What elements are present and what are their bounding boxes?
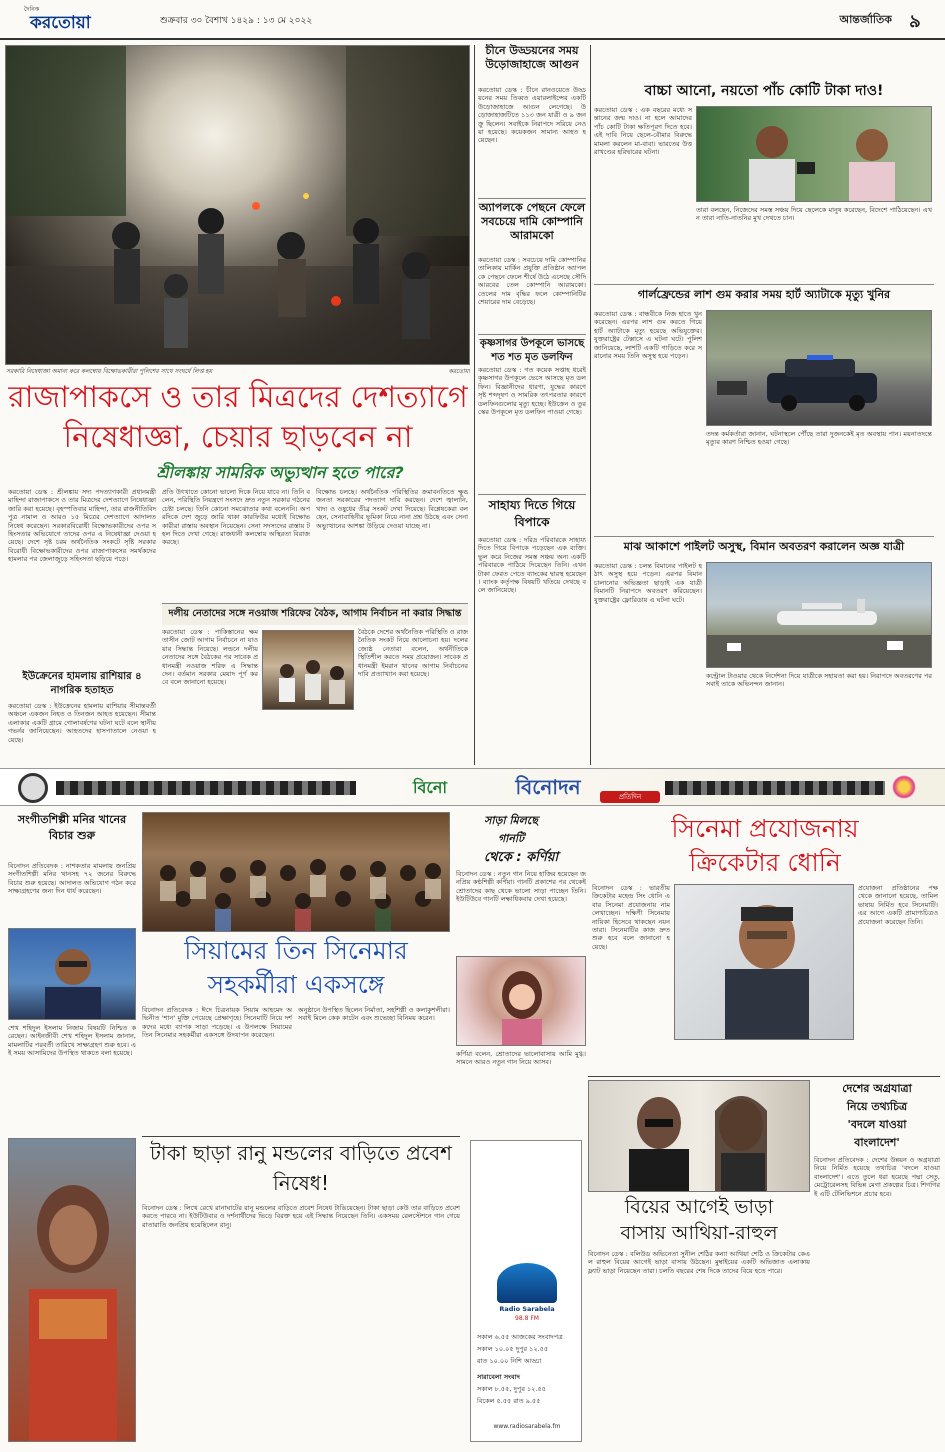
plane-illustration xyxy=(707,563,932,668)
documentary-title-line4: বাংলাদেশ' xyxy=(854,1136,900,1149)
india-couple-body2: তারা বলছেন, নিজেদের সমস্ত সঞ্চয় দিয়ে ছেলেকে মানুষ করেছেন, বিদেশে পাঠিয়েছেন। এখন তারা নাতি-নাতনির মুখ দেখতে চান। xyxy=(696,206,932,223)
dhoni-body2: প্রযোজনা প্রতিষ্ঠানের পক্ষ থেকে জানানো হয়েছে, তামিল ভাষায় নির্মিত হবে সিনেমাটি। এর আগে একটি প্রামাণ্যচিত্রও প্রযোজনা করেছেন তিনি। xyxy=(858,884,938,926)
athiya-rahul-photo xyxy=(588,1080,810,1192)
lead-body-col2: প্রতি উৎখাতে কোনো ভালো দিকে নিয়ে যাবে না। তিনি বলেন, পরিস্থিতি নিয়ন্ত্রণে সংসদে দ্রুত নতুন সরকার গঠনের চেষ্টা চলছে। তিনি কোনো সমঝোতার কথা বলেননি। অপরদিকে দেশ জুড়ে জারি থাকা কারফিউর মধ্যেই বিক্ষোভকারীরা রাস্তায় অবস্থান নিয়েছেন। সেনা সদস্যদের রাস্তায় টহল দিতে দেখা গেছে। রাজধানী কলম্বোয় অস্থিরতা বিরাজ করছে। xyxy=(162,488,310,547)
kornia-title-line2: গানটি xyxy=(497,832,525,845)
police-car-illustration xyxy=(707,311,932,426)
paper-name: করতোয়া xyxy=(30,13,91,33)
police-car-photo xyxy=(706,310,932,426)
china-plane-title: চীনে উড্ডয়নের সময় উড়োজাহাজে আগুন xyxy=(485,44,579,71)
documentary-title-line3: 'বদলে যাওয়া xyxy=(847,1118,907,1131)
section-name: আন্তর্জাতিক xyxy=(839,13,892,26)
ranu-title: টাকা ছাড়া রানু মন্ডলের বাড়িতে প্রবেশ নিষেধ! xyxy=(150,1141,452,1195)
siam-group-photo xyxy=(142,812,450,932)
lead-photo xyxy=(5,45,470,365)
siam-body2: অনুষ্ঠানে উপস্থিত ছিলেন নির্মাতা, সহশিল্পী ও কলাকুশলীরা। সবাই মিলে কেক কাটেন এবং শুভেচ্ছা বিনিময় করেন। xyxy=(298,1006,450,1023)
entertainment-banner xyxy=(0,768,945,806)
athiya-title-line1: বিয়ের আগেই ভাড়া xyxy=(624,1196,774,1218)
monir-khan-title: সংগীতশিল্পী মনির খানের বিচার শুরু xyxy=(17,813,127,842)
section-divider xyxy=(142,1136,460,1137)
kornia-body: বিনোদন ডেস্ক : নতুন গান নিয়ে হাজির হয়েছেন জনপ্রিয় কণ্ঠশিল্পী কর্ণিয়া। গানটি প্রকাশের পর থেকেই শ্রোতাদের কাছ থেকে ভালো সাড়া পাচ্ছেন তিনি। ইউটিউবে গানটি লক্ষাধিকবার দেখা হয়েছে। xyxy=(456,870,586,904)
kornia-photo xyxy=(456,956,586,1046)
india-couple-body: করতোয়া ডেস্ক : এক বছরের মধ্যে সন্তানের জন্ম দাও। না হলে আমাদের পাঁচ কোটি টাকা ক্ষতিপূরণ দিতে হবে। এই দাবি নিয়ে ছেলে-বৌমার বিরুদ্ধে মামলা করলেন মা-বাবা। ভারতের উত্তরাখণ্ডের হরিদ্বারের ঘটনা। xyxy=(594,106,692,157)
aramco-body: করতোয়া ডেস্ক : সবচেয়ে দামি কোম্পানির তালিকায় মার্কিন প্রযুক্তি প্রতিষ্ঠান অ্যাপলকে পেছনে ফেলে শীর্ষে উঠে এসেছে সৌদি আরবের তেল কোম্পানি আরামকো। তেলের দাম বৃদ্ধির ফলে কোম্পানিটির শেয়ারের দাম বেড়েছে। xyxy=(478,256,586,307)
siam-body: বিনোদন প্রতিবেদক : ঈদে চিত্রনায়ক সিয়াম আহমেদ অভিনীত 'শান' মুক্তি পেয়েছে প্রেক্ষাগৃহে। সিনেমাটি নিয়ে দর্শকদের মধ্যে ব্যাপক সাড়া পড়েছে। এ উপলক্ষে সিয়ামের তিন সিনেমার সহকর্মীরা একসঙ্গে উদযাপন করেছেন। xyxy=(142,1006,292,1040)
dolphin-title: কৃষ্ণসাগর উপকূলে ভাসছে শত শত মৃত ডলফিন xyxy=(478,334,586,364)
radio-schedule-3: রাত ১০.০০ নিশি আড্ডা xyxy=(477,1357,542,1365)
texas-title: গার্লফ্রেন্ডের লাশ গুম করার সময় হার্ট অ্যাটাকে মৃত্যু খুনির xyxy=(594,284,934,304)
siam-title-line2: সহকর্মীরা একসঙ্গে xyxy=(207,970,385,999)
kornia-title-line3: থেকে : কর্ণিয়া xyxy=(483,850,559,865)
film-reel-icon xyxy=(18,773,48,803)
lead-body-col1: করতোয়া ডেস্ক : শ্রীলঙ্কায় সদ্য পদত্যাগকারী প্রধানমন্ত্রী মাহিন্দা রাজাপাকসে ও তার মিত্রদের দেশত্যাগে নিষেধাজ্ঞা জারি করা হয়েছে। বৃহস্পতিবার মাহিন্দা, তার রাজনীতিবিদ পুত্র নামাল ও আরও ১৫ মিত্রের দেশত্যাগে আদালত নিষেধ করেছেন। সরকারবিরোধী বিক্ষোভকারীদের ওপর সহিংসতার অভিযোগে তাদের ওপর এ নিষেধাজ্ঞা দেওয়া হয়েছে। দেশে সৃষ্ট চরম অর্থনৈতিক সংকটে সৃষ্টি সরকারবিরোধী বিক্ষোভকারীদের ওপর রাজাপাকসের সমর্থকদের হামলার পর জেলাজুড়ে সহিংসতা ছড়িয়ে পড়ে। xyxy=(8,488,156,564)
banner-small-word: বিনো xyxy=(412,778,448,797)
protest-scene-illustration xyxy=(6,46,470,365)
banner-tag: প্রতিদিন xyxy=(600,791,660,803)
documentary-title-line1: দেশের অগ্রযাত্রা xyxy=(842,1082,912,1095)
india-couple-photo xyxy=(696,106,932,202)
india-couple-title: বাচ্চা আনো, নয়তো পাঁচ কোটি টাকা দাও! xyxy=(644,83,884,99)
flower-icon xyxy=(892,775,916,799)
charity-title: সাহায্য দিতে গিয়ে বিপাকে xyxy=(478,494,586,534)
singer-illustration xyxy=(457,957,586,1046)
section-divider xyxy=(588,1076,940,1077)
texas-body2: তদন্ত কর্মকর্তারা জানান, ঘটনাস্থলে পৌঁছে তারা দুজনকেই মৃত অবস্থায় পান। ময়নাতদন্তে মৃত্যুর কারণ নিশ্চিত হওয়া গেছে। xyxy=(706,430,932,447)
florida-body2: কন্ট্রোল টাওয়ার থেকে নির্দেশনা দিয়ে যাত্রীকে সহায়তা করা হয়। নিরাপদে অবতরণের পর সবাই তাকে অভিনন্দন জানান। xyxy=(706,672,932,689)
masthead xyxy=(0,0,945,40)
ukraine-box-body: করতোয়া ডেস্ক : ইউক্রেনের হামলায় রাশিয়ার সীমান্তবর্তী অঞ্চলে একজন নিহত ও তিনজন আহত হয়েছেন। সীমান্ত এলাকার একটি গ্রামে গোলাবর্ষণের ঘটনা ঘটে বলে স্থানীয় গভর্নর জানিয়েছেন। আহতদের হাসপাতালে নেওয়া হয়েছে। xyxy=(8,702,156,744)
monir-khan-body: বিনোদন প্রতিবেদক : নাশকতার মামলায় জনপ্রিয় সংগীতশিল্পী মনির খানসহ ৭২ জনের বিরুদ্ধে বিচার শুরু হয়েছে। আদালত অভিযোগ গঠন করে সাক্ষ্যগ্রহণের জন্য দিন ধার্য করেছেন। xyxy=(8,862,136,896)
documentary-title-line2: নিয়ে তথ্যচিত্র xyxy=(846,1100,908,1113)
lead-body-col3: বিক্ষোভ চলছে। অর্থনৈতিক পরিস্থিতির ক্রমাবনতিতে ক্ষুব্ধ জনতা সরকারের পদত্যাগ দাবি করছেন। দেশে জ্বালানি, খাদ্য ও ওষুধের তীব্র সংকট দেখা দিয়েছে। বিশ্লেষকেরা বলছেন, সেনাবাহিনীর ভূমিকা নিয়ে নানা প্রশ্ন উঠছে এবং সেনা অভ্যুত্থানের আশঙ্কা উড়িয়ে দেওয়া যাচ্ছে না। xyxy=(316,488,468,530)
film-strip-left xyxy=(56,781,356,795)
column-rule xyxy=(474,45,475,765)
masthead-logo xyxy=(24,4,134,34)
china-plane-body: করতোয়া ডেস্ক : চীনে রানওয়েতে উড্ডয়নের সময় তিব্বত এয়ারলাইন্সের একটি উড়োজাহাজে আগুন লেগেছে। উড়োজাহাজটিতে ১১৩ জন যাত্রী ও ৯ জন ক্রু ছিলেন। সবাইকে নিরাপদে সরিয়ে নেওয়া হয়েছে। কয়েকজন সামান্য আহত হয়েছেন। xyxy=(478,86,586,145)
ranu-mondal-photo xyxy=(8,1138,136,1442)
pakistan-body2: বৈঠকে দেশের অর্থনৈতিক পরিস্থিতি ও রাজনৈতিক সংকট নিয়ে আলোচনা হয়। দলের জ্যেষ্ঠ নেতারা বলেন, অর্থনীতিকে স্থিতিশীল করতে সময় প্রয়োজন। সাবেক প্রধানমন্ত্রী ইমরান খানের আগাম নির্বাচনের দাবি প্রত্যাখ্যান করা হয়েছে। xyxy=(358,628,468,679)
ukraine-box-title: ইউক্রেনের হামলায় রাশিয়ার ৪ নাগরিক হতাহত xyxy=(22,671,142,696)
radio-schedule-2: সকাল ১০.০৫ দুপুর ১২.৫৫ xyxy=(477,1345,549,1353)
monir-khan-body2: শেখ শহিদুল ইসলাম নিজাম বিষয়টি নিশ্চিত করেছেন। আইনজীবী শেখ শহিদুল ইসলাম জানান, মামলাটির পরবর্তী তারিখে সাক্ষ্যগ্রহণ শুরু হবে। এই সময় আসামিদের উপস্থিত থাকতে বলা হয়েছে। xyxy=(8,1024,136,1058)
documentary-body: বিনোদন প্রতিবেদক : দেশের উন্নয়ন ও অগ্রযাত্রা নিয়ে নির্মিত হয়েছে তথ্যচিত্র 'বদলে যাওয়া বাংলাদেশ'। এতে তুলে ধরা হয়েছে পদ্মা সেতু, মেট্রোরেলসহ বিভিন্ন মেগা প্রকল্পের চিত্র। শিগগিরই এটি টেলিভিশনে প্রচার হবে। xyxy=(814,1156,940,1198)
page-number: ৯ xyxy=(909,11,921,29)
radio-schedule-4: সারাবেলা সংবাদ xyxy=(477,1373,520,1381)
radio-name: Radio Sarabela xyxy=(499,1305,555,1313)
pakistan-headline: দলীয় নেতাদের সঙ্গে নওয়াজ শরিফের বৈঠক, আগাম নির্বাচন না করার সিদ্ধান্ত xyxy=(162,603,468,625)
monir-khan-photo xyxy=(8,928,136,1020)
lead-headline-line1: রাজাপাকসে ও তার মিত্রদের দেশত্যাগে xyxy=(8,380,468,415)
ranu-portrait-illustration xyxy=(9,1139,136,1442)
column-rule xyxy=(590,45,591,765)
siam-title-line1: সিয়ামের তিন সিনেমার xyxy=(184,936,408,965)
dhoni-body: বিনোদন ডেস্ক : ভারতীয় ক্রিকেটার মহেন্দ্র সিং ধোনি এবার সিনেমা প্রযোজনায় নাম লেখাচ্ছেন। দক্ষিণী সিনেমায় নায়িকা হিসেবে থাকছেন নয়নতারা। সিনেমাটির কাজ দ্রুত শুরু হবে বলে জানানো হয়েছে। xyxy=(592,884,670,951)
paper-small-label: দৈনিক xyxy=(24,6,40,13)
florida-body: করতোয়া ডেস্ক : চলন্ত বিমানের পাইলট হঠাৎ অসুস্থ হয়ে পড়েন। এরপর বিমান চালানোর অভিজ্ঞতা ছাড়াই এক যাত্রী বিমানটি নিরাপদে অবতরণ করিয়েছেন। যুক্তরাষ্ট্রের ফ্লোরিডায় এ ঘটনা ঘটে। xyxy=(594,562,702,604)
athiya-title-line2: বাসায় আথিয়া-রাহুল xyxy=(620,1222,778,1244)
ranu-body: বিনোদন ডেস্ক : লিখে রেখে রানাঘাটের রানু মন্ডলের বাড়িতে প্রবেশ নিষেধ টাঙিয়েছেন। টাকা ছাড়া কেউ তার বাড়িতে প্রবেশ করতে পারবে না। ইউটিউবার ও দর্শনার্থীদের ভিড়ে বিরক্ত হয়ে এই সিদ্ধান্ত নিয়েছেন তিনি। একসময় রেলস্টেশনে গান গেয়ে রাতারাতি জনপ্রিয় হয়েছিলেন রানু। xyxy=(142,1204,460,1229)
plane-photo xyxy=(706,562,932,668)
film-strip-right xyxy=(665,781,885,795)
couple-portrait-illustration xyxy=(589,1081,810,1192)
radio-website-link[interactable]: www.radiosarabela.fm xyxy=(493,1423,561,1430)
radio-logo-icon xyxy=(497,1263,557,1303)
radio-frequency: 98.8 FM xyxy=(515,1315,539,1322)
kornia-title-line1: সাড়া মিলছে xyxy=(484,814,538,827)
florida-title: মাঝ আকাশে পাইলট অসুস্থ, বিমান অবতরণ করালেন অজ্ঞ যাত্রী xyxy=(594,536,934,556)
aramco-title: অ্যাপলকে পেছনে ফেলে সবচেয়ে দামি কোম্পানি আরামকো xyxy=(478,198,586,254)
masthead-date: শুক্রবার ৩০ বৈশাখ ১৪২৯ : ১৩ মে ২০২২ xyxy=(160,16,313,26)
lead-photo-caption: সরকারি নিষেধাজ্ঞা অমান্য করে কলম্বোয় বিক্ষোভকারীরা পুলিশের সাথে সংঘর্ষে লিপ্ত হয় xyxy=(6,368,213,375)
singer-portrait-illustration xyxy=(9,929,136,1020)
charity-body: করতোয়া ডেস্ক : দরিদ্র পরিবারকে সাহায্য দিতে গিয়ে বিপাকে পড়েছেন এক ব্যক্তি। ভুল করে নিজের সমস্ত সঞ্চয় অন্য একটি পরিবারকে পাঠিয়ে দিয়েছেন তিনি। এখন টাকা ফেরত পেতে ব্যাংকের দ্বারস্থ হয়েছেন। ব্যাংক কর্তৃপক্ষ বিষয়টি খতিয়ে দেখছে বলে জানিয়েছে। xyxy=(478,536,586,595)
lead-headline-line2: নিষেধাজ্ঞা, চেয়ার ছাড়বেন না xyxy=(63,420,413,455)
texas-body: করতোয়া ডেস্ক : বান্ধবীকে নিজ হাতে খুন করেছেন। এরপর লাশ গুম করতে গিয়ে হার্ট অ্যাটাকে মৃত্যু হয়েছে অভিযুক্তের। যুক্তরাষ্ট্রের টেক্সাসে এ ঘটনা ঘটে। পুলিশ জানিয়েছে, লাশটি একটি গাড়িতে করে সরানোর সময় তিনি অসুস্থ হয়ে পড়েন। xyxy=(594,310,702,361)
radio-schedule-1: সকাল ৬.৫৫ আজকের সংবাদপত্র xyxy=(477,1333,563,1341)
radio-schedule-6: বিকেল ৫.৫৫ রাত ৯.৫৫ xyxy=(477,1397,541,1405)
athiya-body: বিনোদন ডেস্ক : বলিউড অভিনেতা সুনীল শেঠির কন্যা আথিয়া শেঠি ও ক্রিকেটার কেএল রাহুল বিয়ের আগেই ভাড়া বাসায় উঠছেন। মুম্বাইয়ের একটি অভিজাত এলাকায় ফ্ল্যাট ভাড়া নিয়েছেন তারা। চলতি বছরের শেষ দিকে তাদের বিয়ে হতে পারে। xyxy=(588,1250,810,1275)
pakistan-photo xyxy=(262,630,354,710)
kornia-body2: কর্ণিয়া বলেন, শ্রোতাদের ভালোবাসায় আমি মুগ্ধ। সামনে আরও নতুন গান নিয়ে আসব। xyxy=(456,1050,586,1067)
dhoni-title-line2: ক্রিকেটার ধোনি xyxy=(689,848,841,877)
dhoni-photo xyxy=(674,884,854,1040)
group-illustration xyxy=(143,813,450,932)
dhoni-title-line1: সিনেমা প্রযোজনায় xyxy=(671,814,859,843)
banner-title: বিনোদন xyxy=(515,775,581,799)
pakistan-body1: করতোয়া ডেস্ক : পাকিস্তানের ক্ষমতাসীন জোট আগাম নির্বাচনে না যাওয়ার সিদ্ধান্ত নিয়েছে। লন্ডনে দলীয় নেতাদের সঙ্গে বৈঠকের পর সাবেক প্রধানমন্ত্রী নওয়াজ শরিফ এ সিদ্ধান্ত দেন। বর্তমান সরকার মেয়াদ পূর্ণ করবে বলে জানানো হয়েছে। xyxy=(162,628,258,687)
radio-schedule-5: সকাল ৮.৫৫, দুপুর ১২.৫৫ xyxy=(477,1385,546,1393)
cricketer-illustration xyxy=(675,885,854,1040)
lead-subhead: শ্রীলঙ্কায় সামরিক অভ্যুত্থান হতে পারে? xyxy=(156,463,404,482)
couple-illustration xyxy=(697,107,932,202)
radio-ad xyxy=(470,1140,582,1442)
lead-photo-credit: করতোয়া xyxy=(448,368,470,375)
meeting-illustration xyxy=(263,631,354,710)
dolphin-body: করতোয়া ডেস্ক : গত কয়েক সপ্তাহ ধরেই কৃষ্ণসাগর উপকূলে ভেসে আসছে মৃত ডলফিন। বিজ্ঞানীদের ধারণা, যুদ্ধের কারণে সৃষ্ট শব্দদূষণ ও সামরিক তৎপরতার কারণে ডলফিনগুলোর মৃত্যু হচ্ছে। ইউক্রেন ও তুরস্কের উপকূলে মৃত ডলফিন পাওয়া গেছে। xyxy=(478,366,586,417)
